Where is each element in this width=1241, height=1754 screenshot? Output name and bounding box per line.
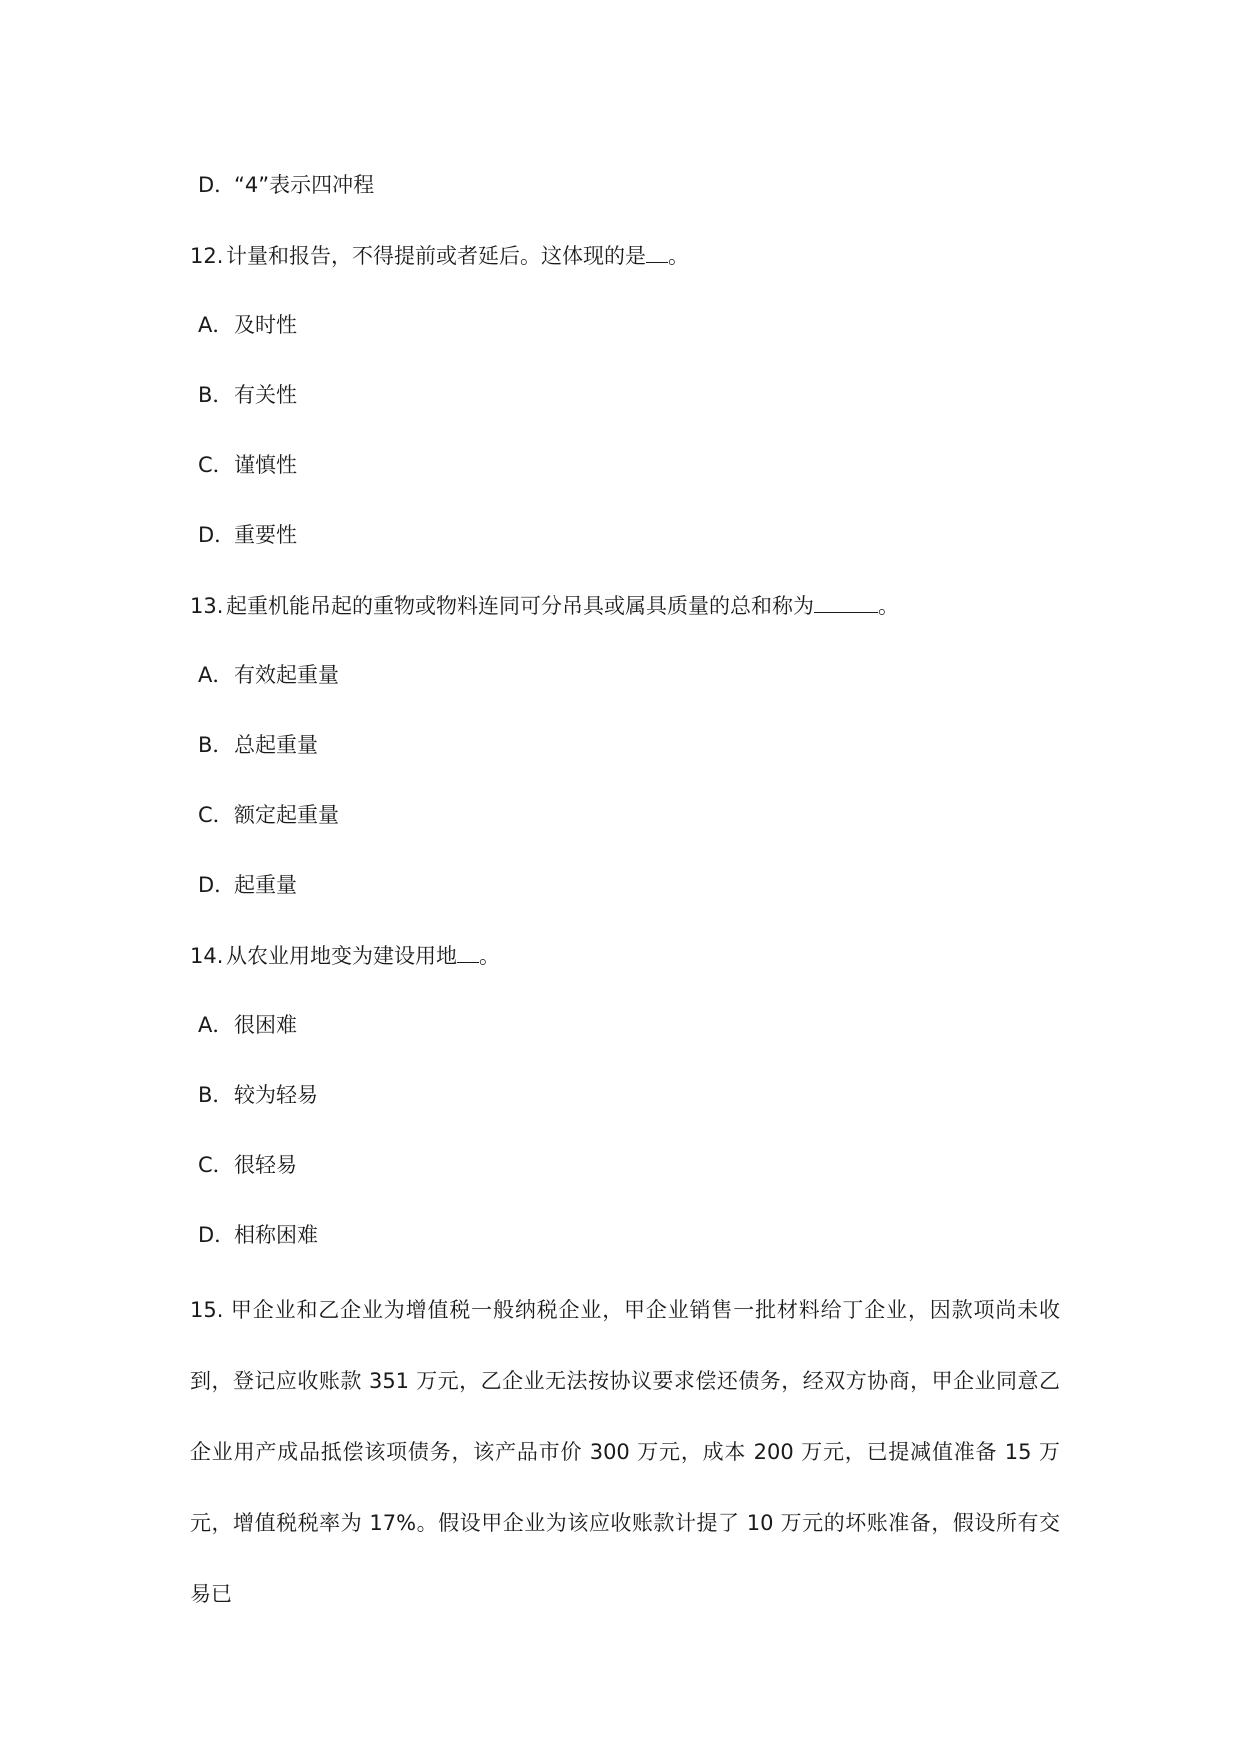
q14-option-c — [190, 1150, 297, 1180]
option-letter: B． — [198, 383, 234, 407]
option-letter: C． — [198, 1153, 234, 1177]
question-number: 14. — [190, 944, 224, 968]
answer-blank — [457, 940, 479, 963]
q13-option-d — [190, 870, 297, 900]
option-text: 很轻易 — [234, 1153, 297, 1177]
option-letter: D． — [198, 1223, 236, 1247]
answer-blank — [646, 240, 668, 263]
option-letter: C． — [198, 803, 234, 827]
q12-option-c — [190, 450, 297, 480]
option-text: 相称困难 — [234, 1223, 318, 1247]
option-text: 总起重量 — [234, 733, 318, 757]
option-letter: C． — [198, 453, 234, 477]
q13-stem — [190, 590, 899, 621]
option-text: 谨慎性 — [234, 453, 297, 477]
option-letter: B． — [198, 733, 234, 757]
q13-option-c — [190, 800, 339, 830]
question-text-end: 。 — [668, 244, 689, 268]
option-letter: D． — [198, 873, 236, 897]
q13-option-a — [190, 660, 339, 690]
option-text: 很困难 — [234, 1013, 297, 1037]
option-letter: D． — [198, 523, 236, 547]
question-text: 起重机能吊起的重物或物料连同可分吊具或属具质量的总和称为 — [226, 594, 814, 618]
option-letter: A． — [198, 313, 234, 337]
option-text: 有关性 — [234, 383, 297, 407]
question-text: 甲企业和乙企业为增值税一般纳税企业，甲企业销售一批材料给丁企业，因款项尚未收到，登记应收账款 351 万元，乙企业无法按协议要求偿还债务，经双方协商，甲企业同意乙企业用产成品抵偿该项债务，该产品市价 300 万元，成本 200 万元，已提减值准备 15 万元，增值税税率为 17%。假设甲企业为该应收账款计提了 10 万元的坏账准备，假设所有交易已 — [190, 1298, 1060, 1606]
option-text: 有效起重量 — [234, 663, 339, 687]
q12-stem — [190, 240, 689, 271]
question-number: 15. — [190, 1298, 224, 1322]
q14-option-a — [190, 1010, 297, 1040]
question-text-end: 。 — [878, 594, 899, 618]
option-letter: D． — [198, 173, 236, 197]
question-text-end: 。 — [479, 944, 500, 968]
question-text: 计量和报告，不得提前或者延后。这体现的是 — [226, 244, 646, 268]
option-letter: A． — [198, 663, 234, 687]
option-text: 额定起重量 — [234, 803, 339, 827]
q14-stem — [190, 940, 500, 971]
q12-option-a — [190, 310, 297, 340]
option-letter: A． — [198, 1013, 234, 1037]
q13-option-b — [190, 730, 318, 760]
option-text: 及时性 — [234, 313, 297, 337]
option-text: 重要性 — [234, 523, 297, 547]
option-text: 较为轻易 — [234, 1083, 318, 1107]
q12-option-d — [190, 520, 297, 550]
q11-option-d — [190, 170, 374, 200]
q14-option-d — [190, 1220, 318, 1250]
question-number: 13. — [190, 594, 224, 618]
question-number: 12. — [190, 244, 224, 268]
option-text: “4”表示四冲程 — [234, 173, 375, 197]
option-letter: B． — [198, 1083, 234, 1107]
q12-option-b — [190, 380, 297, 410]
option-text: 起重量 — [234, 873, 297, 897]
q15-paragraph — [190, 1275, 1060, 1630]
q14-option-b — [190, 1080, 318, 1110]
question-text: 从农业用地变为建设用地 — [226, 944, 457, 968]
answer-blank — [814, 590, 878, 613]
